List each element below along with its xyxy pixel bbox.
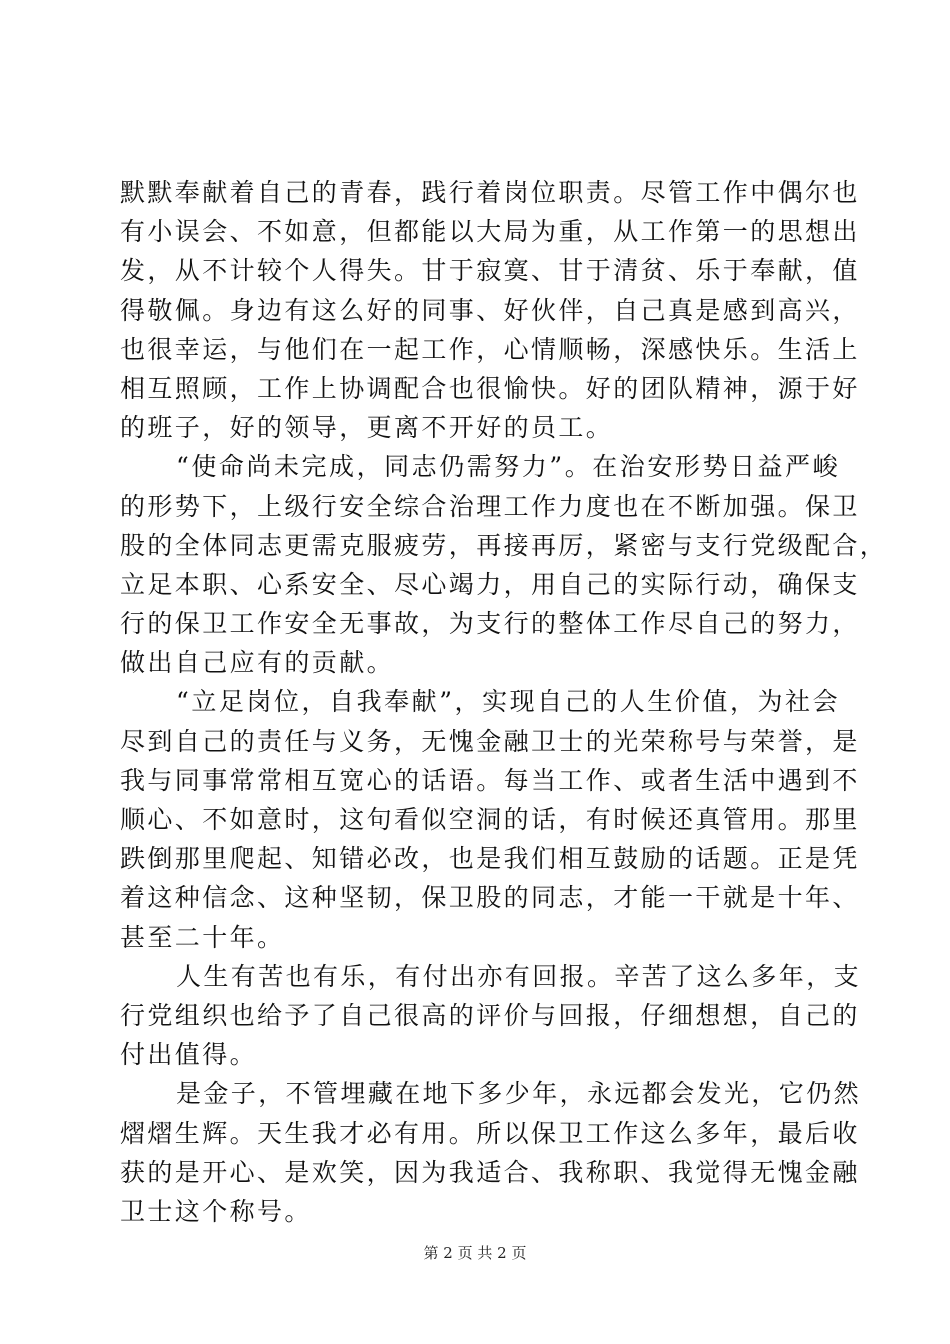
text-line: 人生有苦也有乐，有付出亦有回报。辛苦了这么多年，支 bbox=[176, 961, 862, 991]
text-line: 有小误会、不如意，但都能以大局为重，从工作第一的思想出 bbox=[120, 217, 860, 247]
text-line: 的班子，好的领导，更离不开好的员工。 bbox=[120, 413, 614, 443]
page-number: 第 2 页 共 2 页 bbox=[423, 1244, 527, 1262]
text-line: 熠熠生辉。天生我才必有用。所以保卫工作这么多年，最后收 bbox=[120, 1118, 860, 1148]
text-line: 做出自己应有的贡献。 bbox=[120, 648, 395, 678]
text-line: 相互照顾，工作上协调配合也很愉快。好的团队精神，源于好 bbox=[120, 373, 860, 403]
text-line: 着这种信念、这种坚韧，保卫股的同志，才能一干就是十年、 bbox=[120, 883, 860, 913]
text-line: 卫士这个称号。 bbox=[120, 1196, 312, 1226]
text-line: 默默奉献着自己的青春，践行着岗位职责。尽管工作中偶尔也 bbox=[120, 178, 860, 207]
text-line: 获的是开心、是欢笑，因为我适合、我称职、我觉得无愧金融 bbox=[120, 1157, 860, 1187]
text-line: 是金子，不管埋藏在地下多少年，永远都会发光，它仍然 bbox=[176, 1079, 862, 1109]
text-line: 行的保卫工作安全无事故，为支行的整体工作尽自己的努力， bbox=[120, 609, 860, 639]
text-line: 也很幸运，与他们在一起工作，心情顺畅，深感快乐。生活上 bbox=[120, 334, 860, 364]
page-footer bbox=[0, 1243, 950, 1263]
text-line: 跌倒那里爬起、知错必改，也是我们相互鼓励的话题。正是凭 bbox=[120, 844, 860, 874]
document-body bbox=[120, 173, 888, 1231]
text-line: “使命尚未完成，同志仍需努力”。在治安形势日益严峻 bbox=[176, 452, 840, 482]
text-line: 付出值得。 bbox=[120, 1040, 258, 1070]
text-line: 行党组织也给予了自己很高的评价与回报，仔细想想，自己的 bbox=[120, 1000, 860, 1030]
text-line: 顺心、不如意时，这句看似空洞的话，有时候还真管用。那里 bbox=[120, 805, 860, 834]
text-line: 甚至二十年。 bbox=[120, 922, 285, 952]
text-line: 发，从不计较个人得失。甘于寂寞、甘于清贫、乐于奉献，值 bbox=[120, 256, 860, 286]
text-line: 尽到自己的责任与义务，无愧金融卫士的光荣称号与荣誉，是 bbox=[120, 726, 860, 756]
text-line: 的形势下，上级行安全综合治理工作力度也在不断加强。保卫 bbox=[120, 491, 860, 521]
text-line: 得敬佩。身边有这么好的同事、好伙伴，自己真是感到高兴， bbox=[120, 295, 860, 325]
text-line: 股的全体同志更需克服疲劳，再接再厉，紧密与支行党级配合， bbox=[120, 530, 888, 560]
text-line: “立足岗位，自我奉献”，实现自己的人生价值，为社会 bbox=[176, 687, 840, 717]
text-line: 立足本职、心系安全、尽心竭力，用自己的实际行动，确保支 bbox=[120, 569, 860, 599]
text-line: 我与同事常常相互宽心的话语。每当工作、或者生活中遇到不 bbox=[120, 765, 860, 795]
